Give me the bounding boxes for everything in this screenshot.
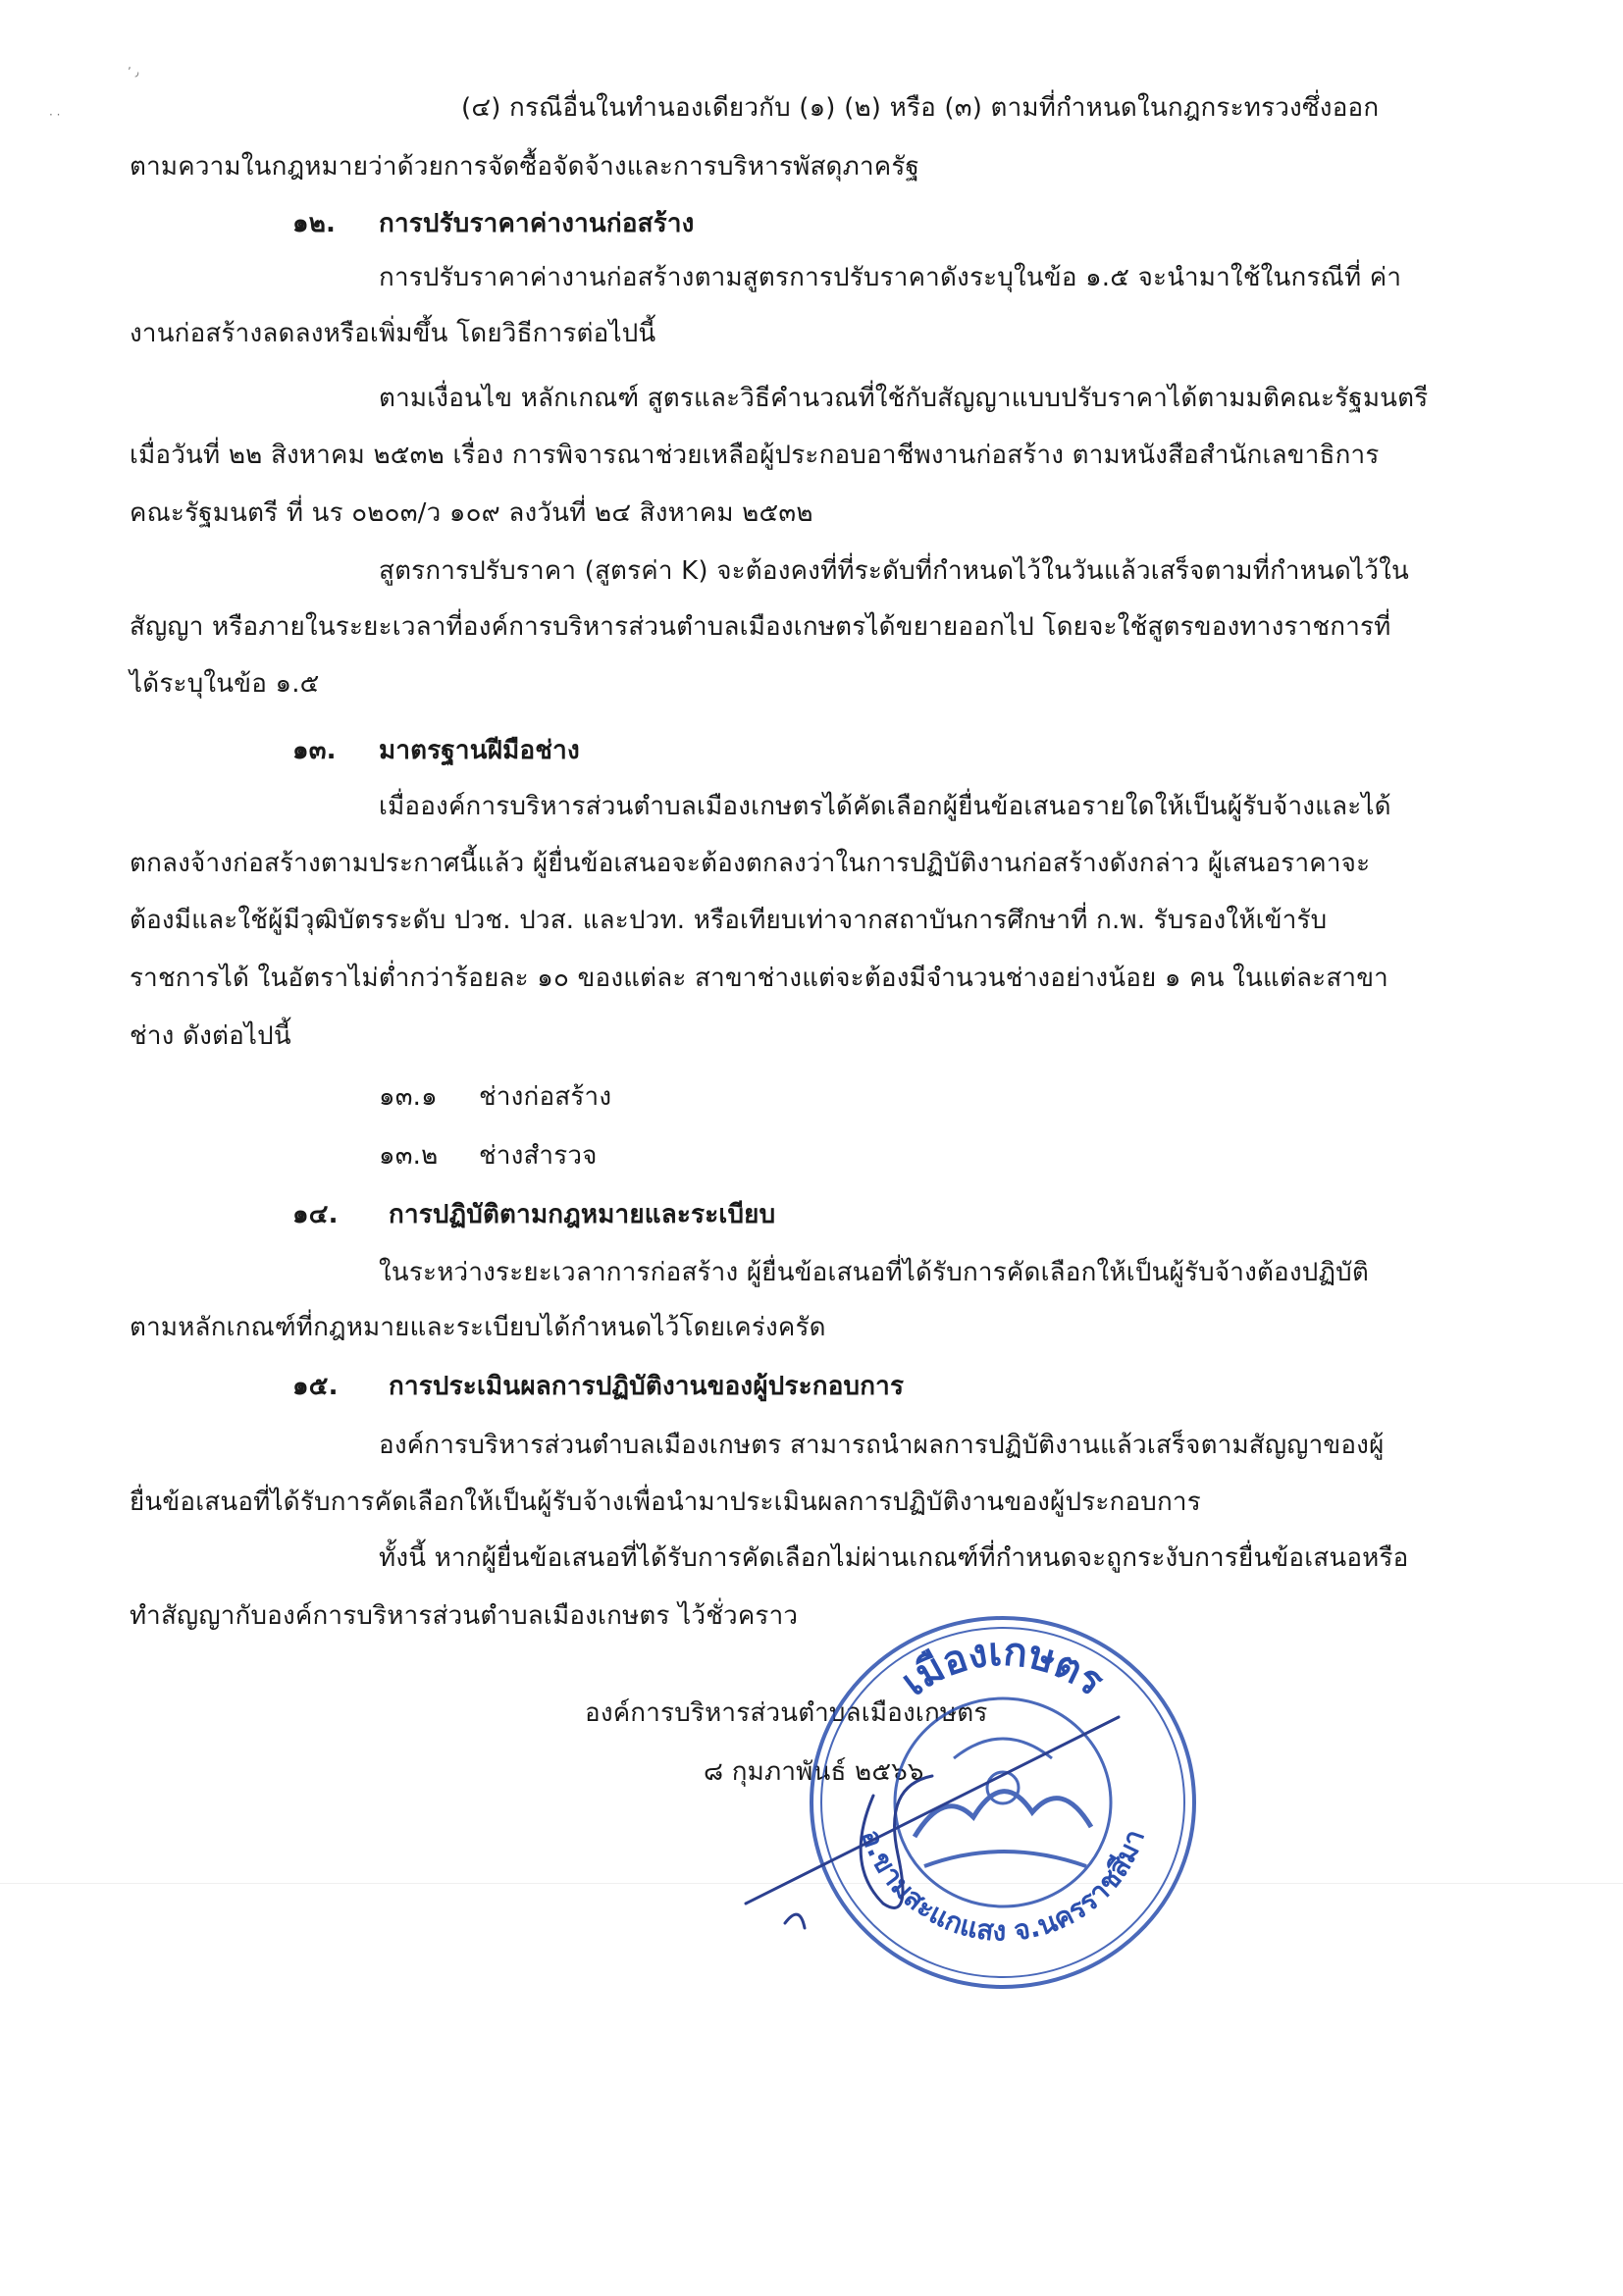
signature-stroke [785,1914,805,1928]
scan-artifact: ٫ ٬ [128,65,139,78]
paragraph-line: การปรับราคาค่างานก่อสร้างตามสูตรการปรับราคาดังระบุในข้อ ๑.๕ จะนำมาใช้ในกรณีที่ ค่า [379,263,1402,292]
paragraph-line: ทำสัญญากับองค์การบริหารส่วนตำบลเมืองเกษตร ไว้ชั่วคราว [130,1601,799,1631]
paragraph-line: ช่าง ดังต่อไปนี้ [130,1021,291,1051]
paragraph-line: สูตรการปรับราคา (สูตรค่า K) จะต้องคงที่ที่ระดับที่กำหนดไว้ในวันแล้วเสร็จตามที่กำหนดไว้ใน [379,556,1409,586]
scan-artifact: · · [49,108,61,122]
seal-bottom-text: อ.ขามสะแกแสง จ.นครราชสีมา [854,1825,1152,1948]
subitem-number: ๑๓.๒ [379,1141,439,1171]
paragraph-line: คณะรัฐมนตรี ที่ นร ๐๒๐๓/ว ๑๐๙ ลงวันที่ ๒๔ สิงหาคม ๒๕๓๒ [130,498,813,528]
paragraph-line: เมื่อองค์การบริหารส่วนตำบลเมืองเกษตรได้คัดเลือกผู้ยื่นข้อเสนอรายใดให้เป็นผู้รับจ้างและได้ [379,792,1391,821]
item-4-line: ตามความในกฎหมายว่าด้วยการจัดซื้อจัดจ้างและการบริหารพัสดุภาครัฐ [130,152,920,182]
paragraph-line: ยื่นข้อเสนอที่ได้รับการคัดเลือกให้เป็นผู้รับจ้างเพื่อนำมาประเมินผลการปฏิบัติงานของผู้ประกอบการ [130,1487,1201,1517]
subitem-label: ช่างสำรวจ [479,1141,598,1171]
handwritten-signature [726,1609,1178,1943]
paragraph-line: ราชการได้ ในอัตราไม่ต่ำกว่าร้อยละ ๑๐ ของแต่ละ สาขาช่างแต่จะต้องมีจำนวนช่างอย่างน้อย ๑ คน ในแต่ละสาขา [130,964,1388,993]
paragraph-line: เมื่อวันที่ ๒๒ สิงหาคม ๒๕๓๒ เรื่อง การพิจารณาช่วยเหลือผู้ประกอบอาชีพงานก่อสร้าง ตามหนังสือสำนักเลขาธิการ [130,441,1380,470]
section-15-heading: การประเมินผลการปฏิบัติงานของผู้ประกอบการ [389,1372,905,1401]
section-14-number: ๑๔. [292,1200,339,1229]
paragraph-line: ได้ระบุในข้อ ๑.๕ [130,669,320,699]
section-13-number: ๑๓. [292,736,337,765]
subitem-number: ๑๓.๑ [379,1082,438,1112]
section-12-number: ๑๒. [292,209,337,238]
section-12-heading: การปรับราคาค่างานก่อสร้าง [379,209,695,238]
paragraph-line: ทั้งนี้ หากผู้ยื่นข้อเสนอที่ได้รับการคัดเลือกไม่ผ่านเกณฑ์ที่กำหนดจะถูกระงับการยื่นข้อเสนอหรือ [379,1543,1409,1573]
footer-organization: องค์การบริหารส่วนตำบลเมืองเกษตร [585,1698,988,1728]
item-4-line: (๔) กรณีอื่นในทำนองเดียวกับ (๑) (๒) หรือ (๓) ตามที่กำหนดในกฎกระทรวงซึ่งออก [461,93,1380,123]
signature-stroke [746,1717,1119,1904]
section-15-number: ๑๕. [292,1372,339,1401]
subitem-label: ช่างก่อสร้าง [479,1082,612,1112]
section-13-heading: มาตรฐานฝีมือช่าง [379,736,580,765]
seal-top-text: เมืองเกษตร [893,1629,1113,1705]
footer-date: ๘ กุมภาพันธ์ ๒๕๖๖ [704,1757,924,1787]
paragraph-line: ในระหว่างระยะเวลาการก่อสร้าง ผู้ยื่นข้อเสนอที่ได้รับการคัดเลือกให้เป็นผู้รับจ้างต้องปฏิบัติ [379,1258,1369,1287]
paragraph-line: ตามเงื่อนไข หลักเกณฑ์ สูตรและวิธีคำนวณที่ใช้กับสัญญาแบบปรับราคาได้ตามมติคณะรัฐมนตรี [379,384,1429,413]
section-14-heading: การปฏิบัติตามกฎหมายและระเบียบ [389,1200,776,1229]
paragraph-line: ตกลงจ้างก่อสร้างตามประกาศนี้แล้ว ผู้ยื่นข้อเสนอจะต้องตกลงว่าในการปฏิบัติงานก่อสร้างดังกล่าว ผู้เสนอราคาจะ [130,849,1371,878]
paragraph-line: งานก่อสร้างลดลงหรือเพิ่มขึ้น โดยวิธีการต่อไปนี้ [130,319,656,348]
paragraph-line: องค์การบริหารส่วนตำบลเมืองเกษตร สามารถนำผลการปฏิบัติงานแล้วเสร็จตามสัญญาของผู้ [379,1431,1385,1460]
paragraph-line: ต้องมีและใช้ผู้มีวุฒิบัตรระดับ ปวช. ปวส. และปวท. หรือเทียบเท่าจากสถาบันการศึกษาที่ ก.พ. รับรองให้เข้ารับ [130,906,1328,935]
paragraph-line: ตามหลักเกณฑ์ที่กฎหมายและระเบียบได้กำหนดไว้โดยเคร่งครัด [130,1313,826,1342]
paragraph-line: สัญญา หรือภายในระยะเวลาที่องค์การบริหารส่วนตำบลเมืองเกษตรได้ขยายออกไป โดยจะใช้สูตรของทางราชการที่ [130,612,1391,642]
